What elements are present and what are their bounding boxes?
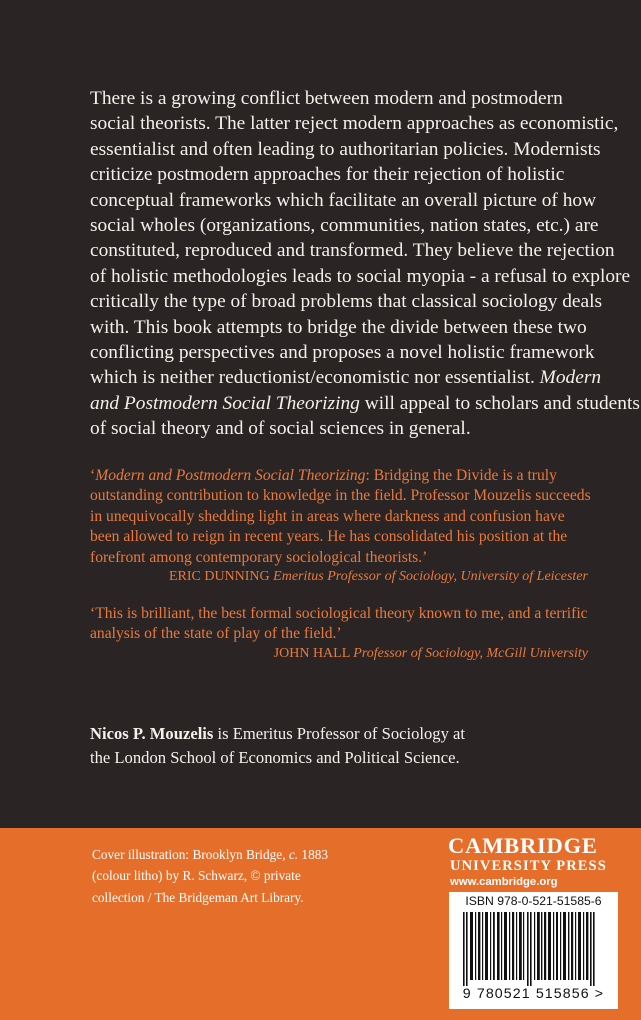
quote-line: ‘This is brilliant, the best formal sociological theory known to me, and a terrific (90, 605, 588, 623)
quote-line: forefront among contemporary sociological theorists.’ (90, 548, 428, 566)
description-line: with. This book attempts to bridge the divide between these two (90, 316, 587, 338)
barcode-digits: 9 780521 515856 > (462, 986, 605, 1002)
credit-line: collection / The Bridgeman Art Library. (92, 889, 304, 905)
description-line: conflicting perspectives and proposes a novel holistic framework (90, 342, 595, 364)
quote-text: : Bridging the Divide is a truly (365, 467, 557, 484)
description-line: of social theory and of social sciences in general. (90, 418, 471, 440)
publisher-website: www.cambridge.org (450, 876, 558, 888)
author-bio (90, 722, 590, 769)
review-quote (90, 466, 591, 586)
description-line (90, 365, 602, 390)
description-line: conceptual frameworks which facilitate an overall picture of how (90, 189, 597, 211)
quote-line: analysis of the state of play of the field.’ (90, 625, 342, 643)
quote-line: been allowed to reign in recent years. He has consolidated his position at the (90, 528, 568, 546)
description-line: social theorists. The latter reject modern approaches as economistic, (90, 113, 619, 135)
author-bio-line (90, 722, 590, 746)
publisher-press: UNIVERSITY PRESS (450, 858, 607, 874)
description-line: criticize postmodern approaches for their rejection of holistic (90, 164, 565, 186)
review-quotes (90, 466, 591, 663)
description-line (90, 391, 640, 416)
description-line: social wholes (organizations, communities, nation states, etc.) are (90, 215, 599, 237)
publisher-logo (448, 834, 618, 890)
credit-circa: c. (288, 847, 299, 862)
reviewer-role: Emeritus Professor of Sociology, University of Leicester (273, 569, 588, 585)
reviewer-name: JOHN HALL (273, 645, 350, 661)
description-line: of holistic methodologies leads to social myopia - a refusal to explore (90, 265, 631, 287)
review-quote (90, 604, 588, 663)
publisher-name: CAMBRIDGE (448, 833, 598, 858)
isbn-barcode (449, 892, 618, 1009)
author-bio-line: the London School of Economics and Political Science. (90, 747, 460, 767)
quote-line: outstanding contribution to knowledge in the field. Professor Mouzelis succeeds (90, 487, 591, 505)
author-bio-text: is Emeritus Professor of Sociology at (213, 724, 466, 743)
open-quote-mark: ‘ (90, 467, 96, 484)
credit-text: 1883 (298, 847, 329, 862)
reviewer-name: ERIC DUNNING (168, 569, 270, 585)
quote-book-title: Modern and Postmodern Social Theorizing (95, 467, 366, 484)
description-line: There is a growing conflict between modern and postmodern (90, 88, 563, 109)
description-line: critically the type of broad problems that classical sociology deals (90, 291, 603, 313)
credit-line: (colour litho) by R. Schwarz, © private (92, 868, 301, 884)
credit-text: Cover illustration: Brooklyn Bridge, (92, 847, 289, 862)
description-line: constituted, reproduced and transformed. They believe the rejection (90, 240, 615, 262)
author-name: Nicos P. Mouzelis (90, 724, 214, 743)
quote-line (90, 466, 588, 486)
reviewer-role: Professor of Sociology, McGill University (353, 645, 588, 661)
isbn-text: ISBN 978-0-521-51585-6 (465, 894, 602, 908)
quote-attribution (90, 645, 588, 663)
book-description (90, 86, 640, 442)
book-title-italic: Modern (539, 367, 602, 389)
description-line: essentialist and often leading to authoritarian policies. Modernists (90, 138, 601, 160)
cover-illustration-credit (92, 844, 382, 908)
book-title-italic: and Postmodern Social Theorizing (90, 392, 360, 414)
credit-line (92, 844, 382, 865)
description-text: will appeal to scholars and students (359, 392, 640, 414)
quote-attribution (90, 568, 588, 586)
description-text: which is neither reductionist/economistic nor essentialist. (90, 367, 535, 389)
quote-line: in unequivocally shedding light in areas where darkness and confusion have (90, 507, 565, 525)
